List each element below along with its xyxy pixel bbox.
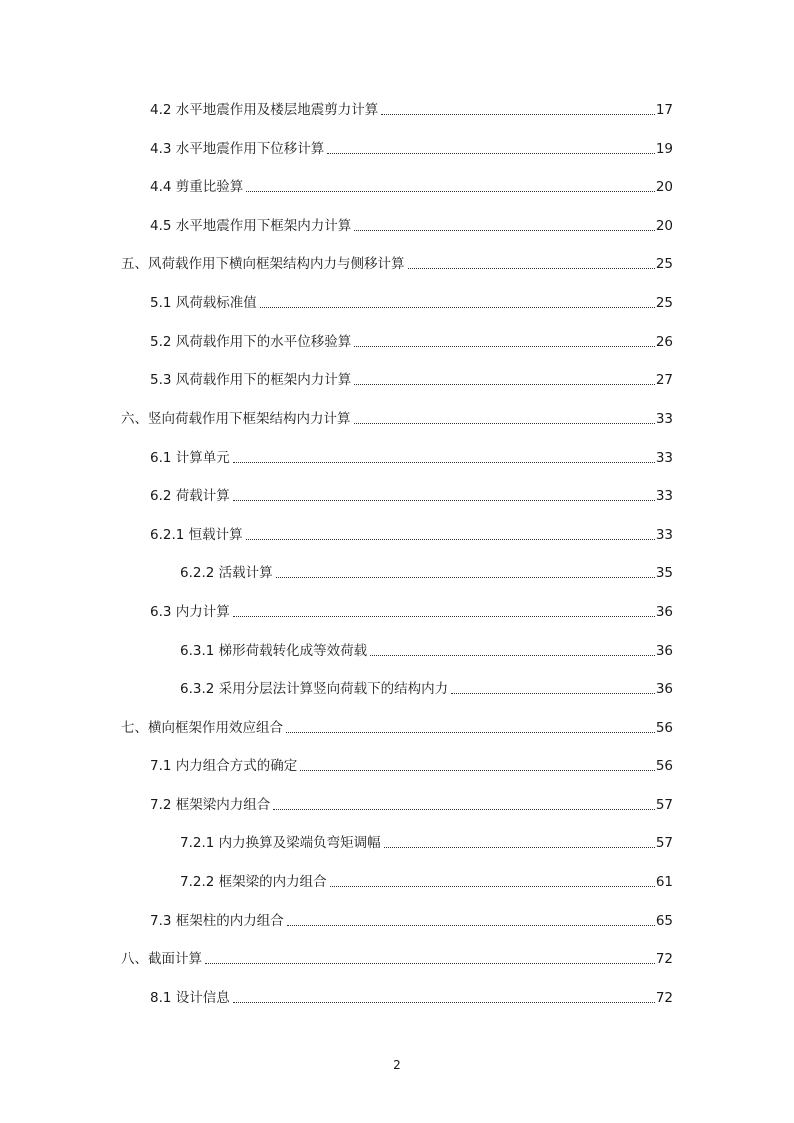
toc-entry-title: 7.1 内力组合方式的确定	[150, 758, 298, 774]
toc-entry[interactable]	[150, 985, 673, 1007]
toc-entry-title: 5.1 风荷载标准值	[150, 295, 257, 311]
toc-entry-title: 6.3 内力计算	[150, 604, 230, 620]
toc-entry-title: 5.2 风荷载作用下的水平位移验算	[150, 334, 352, 350]
toc-entry[interactable]	[180, 676, 673, 698]
toc-entry-page: 36	[655, 643, 673, 659]
dot-leader	[233, 1002, 655, 1003]
toc-entry-page: 20	[655, 218, 673, 234]
toc-entry[interactable]	[121, 715, 673, 737]
toc-entry[interactable]	[121, 251, 673, 273]
toc-entry[interactable]	[150, 367, 673, 389]
toc-entry-title: 6.2.2 活载计算	[180, 565, 273, 581]
toc-entry[interactable]	[150, 599, 673, 621]
toc-entry-page: 65	[655, 913, 673, 929]
dot-leader	[354, 346, 655, 347]
toc-entry-title: 六、竖向荷载作用下框架结构内力计算	[121, 411, 351, 427]
dot-leader	[381, 114, 655, 115]
toc-entry-page: 36	[655, 604, 673, 620]
toc-entry[interactable]	[150, 213, 673, 235]
toc-entry[interactable]	[150, 908, 673, 930]
dot-leader	[354, 423, 655, 424]
dot-leader	[327, 153, 655, 154]
toc-entry[interactable]	[180, 830, 673, 852]
toc-entry-title: 6.1 计算单元	[150, 450, 230, 466]
toc-entry[interactable]	[150, 174, 673, 196]
toc-entry[interactable]	[150, 522, 673, 544]
toc-entry-title: 6.2 荷载计算	[150, 488, 230, 504]
toc-entry-page: 35	[655, 565, 673, 581]
toc-entry-page: 26	[655, 334, 673, 350]
dot-leader	[354, 384, 655, 385]
toc-entry-title: 八、截面计算	[121, 951, 202, 967]
toc-entry-page: 20	[655, 179, 673, 195]
dot-leader	[246, 191, 655, 192]
toc-entry[interactable]	[180, 869, 673, 891]
toc-entry-page: 61	[655, 874, 673, 890]
dot-leader	[330, 886, 655, 887]
toc-entry[interactable]	[180, 560, 673, 582]
toc-entry-title: 7.2.2 框架梁的内力组合	[180, 874, 327, 890]
toc-entry-page: 57	[655, 797, 673, 813]
toc-entry-title: 6.3.2 采用分层法计算竖向荷载下的结构内力	[180, 681, 449, 697]
toc-entry[interactable]	[121, 946, 673, 968]
toc-entry-page: 33	[655, 488, 673, 504]
toc-entry[interactable]	[180, 638, 673, 660]
dot-leader	[246, 539, 655, 540]
toc-entry-title: 4.5 水平地震作用下框架内力计算	[150, 218, 352, 234]
toc-entry-page: 33	[655, 527, 673, 543]
toc-entry-title: 6.3.1 梯形荷载转化成等效荷载	[180, 643, 368, 659]
dot-leader	[233, 462, 655, 463]
toc-entry[interactable]	[150, 792, 673, 814]
toc-entry-title: 七、横向框架作用效应组合	[121, 720, 283, 736]
toc-entry-page: 36	[655, 681, 673, 697]
toc-entry[interactable]	[150, 753, 673, 775]
dot-leader	[370, 655, 655, 656]
toc-entry-page: 17	[655, 102, 673, 118]
toc-entry-page: 57	[655, 835, 673, 851]
dot-leader	[205, 963, 655, 964]
toc-entry[interactable]	[150, 329, 673, 351]
toc-entry-page: 27	[655, 372, 673, 388]
dot-leader	[408, 268, 655, 269]
dot-leader	[287, 925, 655, 926]
dot-leader	[276, 577, 655, 578]
dot-leader	[300, 770, 655, 771]
toc-entry-page: 33	[655, 450, 673, 466]
dot-leader	[260, 307, 655, 308]
toc-entry[interactable]	[150, 136, 673, 158]
toc-entry[interactable]	[121, 406, 673, 428]
toc-entry-title: 7.2 框架梁内力组合	[150, 797, 271, 813]
toc-entry-page: 56	[655, 758, 673, 774]
toc-entry-page: 72	[655, 951, 673, 967]
toc-entry-page: 25	[655, 295, 673, 311]
toc-entry[interactable]	[150, 445, 673, 467]
toc-entry-title: 五、风荷载作用下横向框架结构内力与侧移计算	[121, 256, 405, 272]
toc-entry[interactable]	[150, 483, 673, 505]
toc-entry-title: 4.2 水平地震作用及楼层地震剪力计算	[150, 102, 379, 118]
dot-leader	[233, 616, 655, 617]
dot-leader	[354, 230, 655, 231]
page-number: 2	[393, 1058, 401, 1072]
dot-leader	[273, 809, 655, 810]
toc-entry-title: 7.3 框架柱的内力组合	[150, 913, 284, 929]
dot-leader	[286, 732, 655, 733]
toc-entry-page: 19	[655, 141, 673, 157]
toc-entry[interactable]	[150, 290, 673, 312]
toc-entry-page: 56	[655, 720, 673, 736]
toc-entry[interactable]	[150, 97, 673, 119]
toc-entry-title: 8.1 设计信息	[150, 990, 230, 1006]
toc-entry-page: 33	[655, 411, 673, 427]
toc-entry-title: 5.3 风荷载作用下的框架内力计算	[150, 372, 352, 388]
toc-entry-page: 25	[655, 256, 673, 272]
toc-entry-page: 72	[655, 990, 673, 1006]
dot-leader	[233, 500, 655, 501]
toc-entry-title: 7.2.1 内力换算及梁端负弯矩调幅	[180, 835, 381, 851]
toc-entry-title: 6.2.1 恒载计算	[150, 527, 243, 543]
dot-leader	[451, 693, 655, 694]
toc-entry-title: 4.3 水平地震作用下位移计算	[150, 141, 325, 157]
toc-entry-title: 4.4 剪重比验算	[150, 179, 244, 195]
dot-leader	[384, 847, 655, 848]
